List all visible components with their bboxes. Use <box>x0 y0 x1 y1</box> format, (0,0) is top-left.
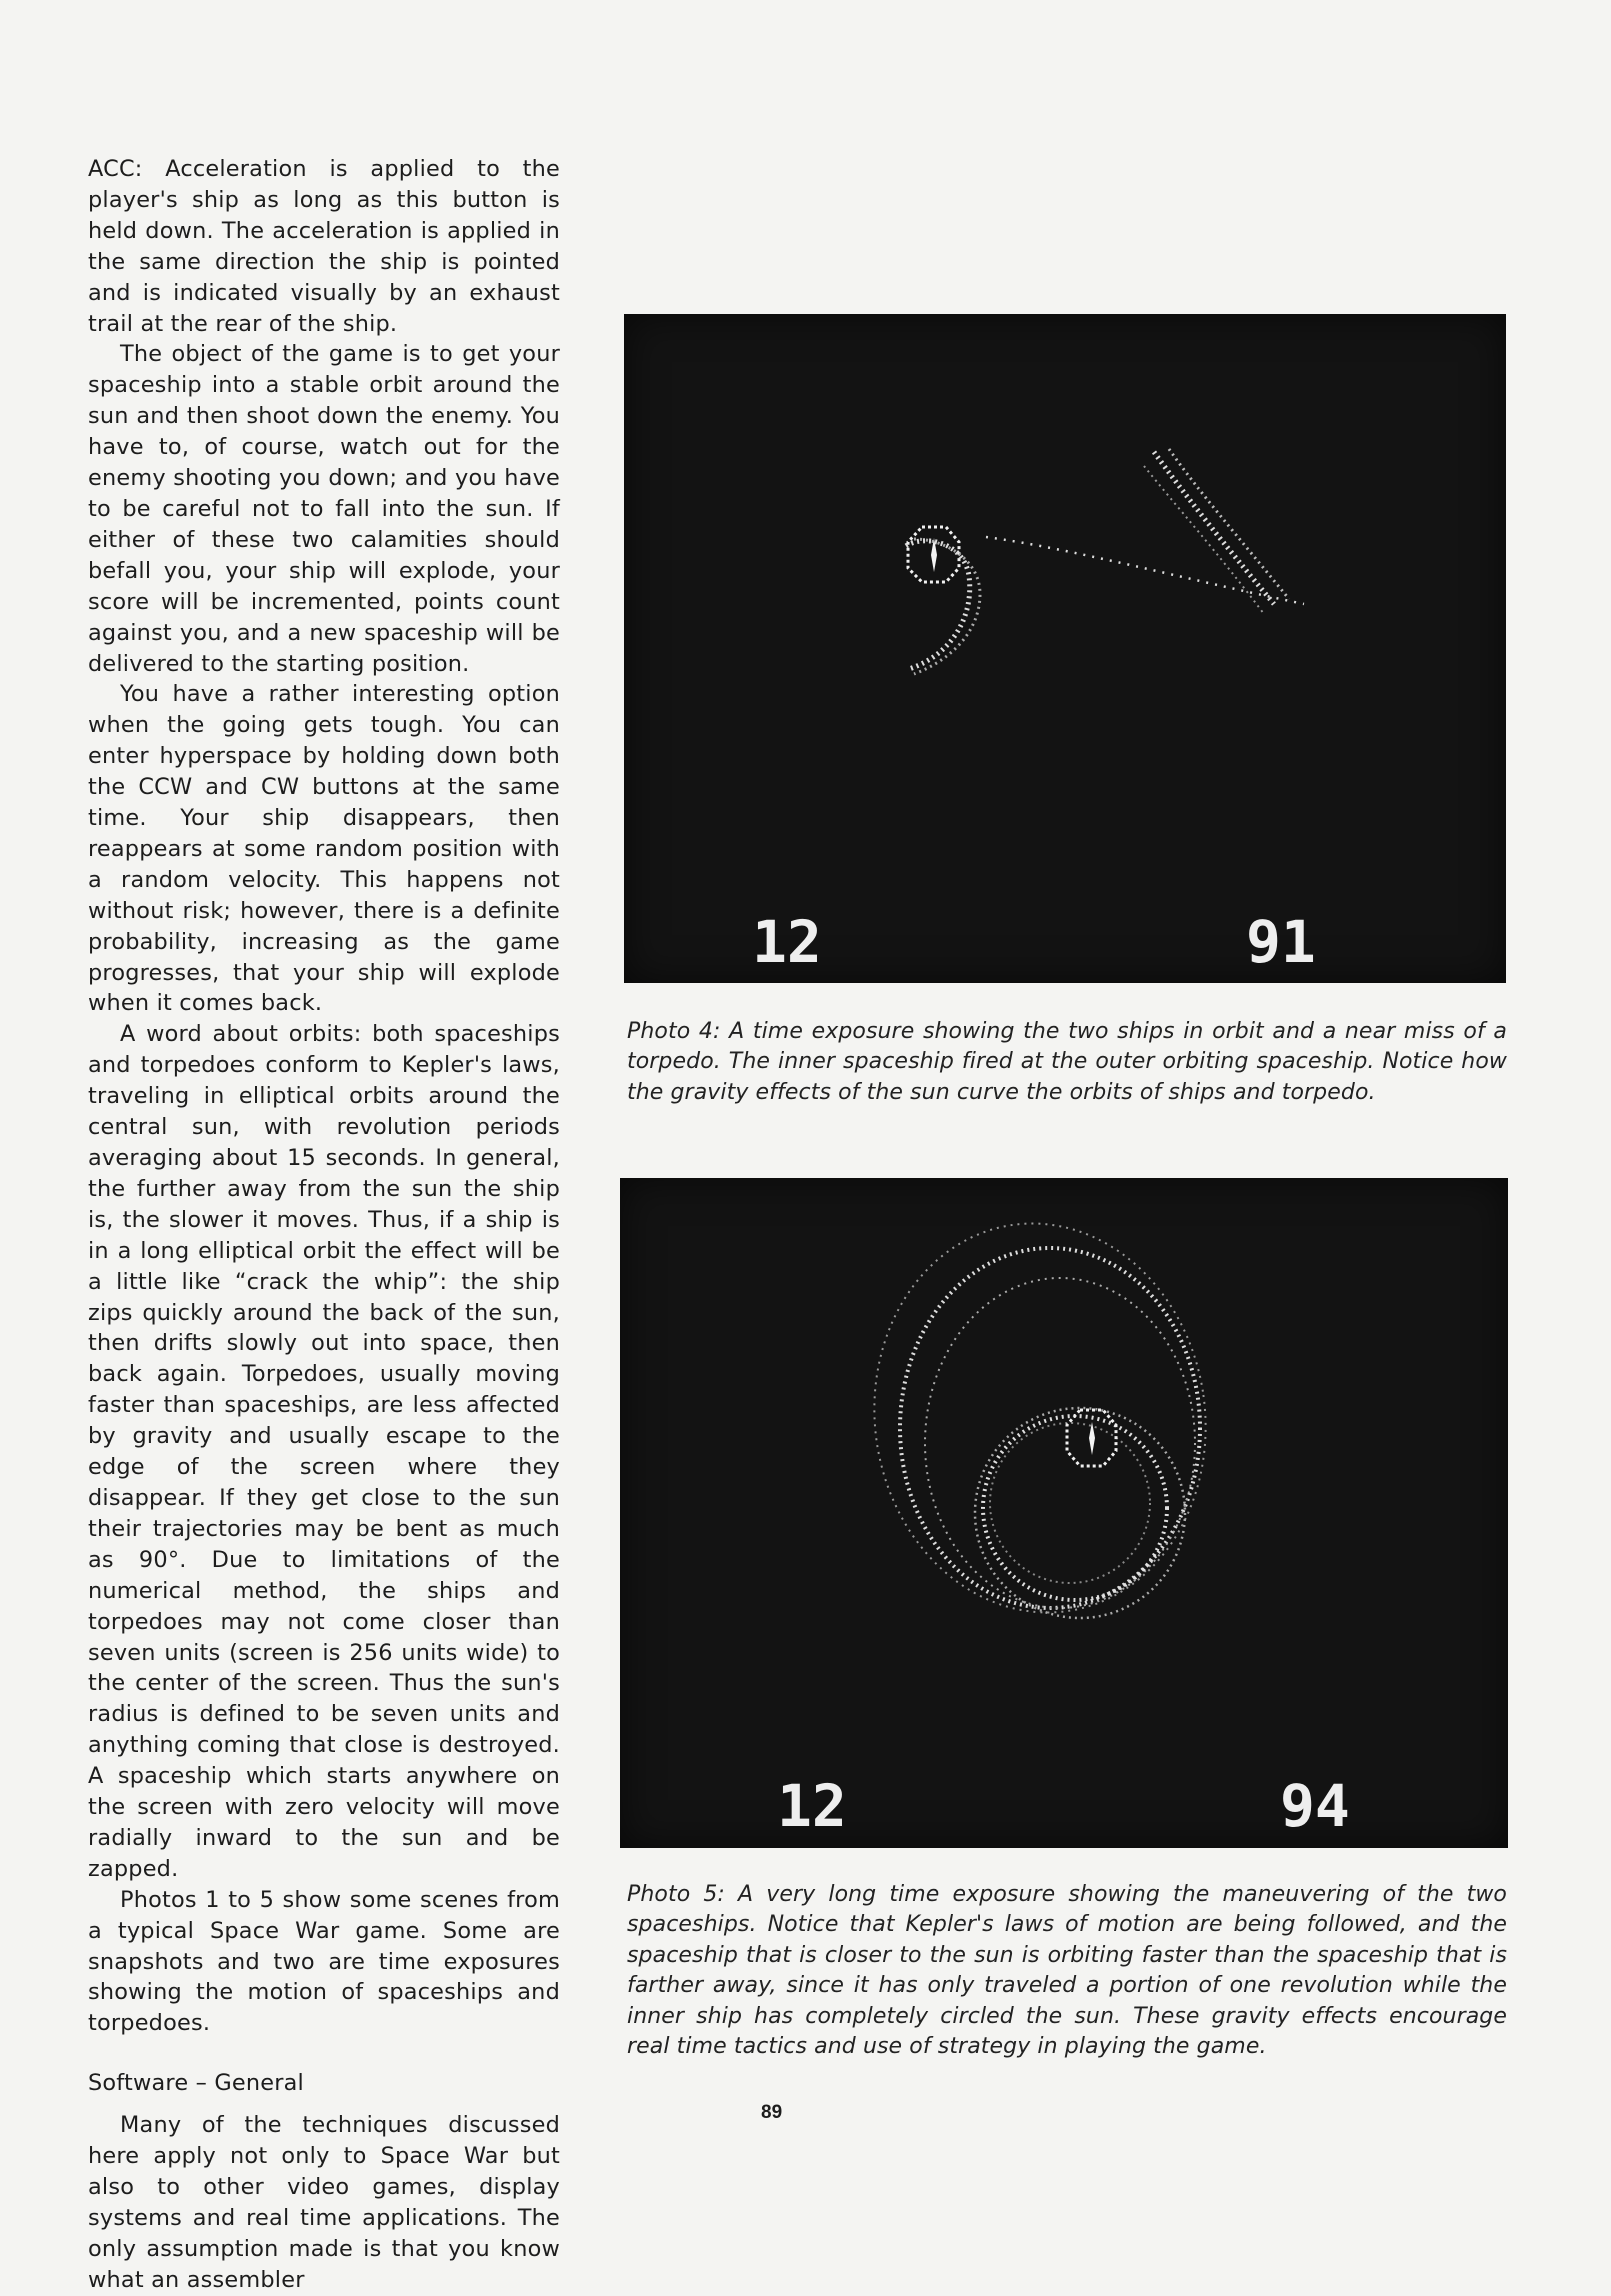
score-left: 12 <box>752 908 822 976</box>
section-heading: Software – General <box>88 2070 304 2097</box>
photo-4-space-war-screen <box>624 314 1506 983</box>
score-right: 91 <box>1246 908 1316 976</box>
photo-4-image <box>624 314 1506 983</box>
paragraph-acc: ACC: Acceleration is applied to the player's ship as long as this button is held down. The acceleration is applied in the same direction the ship is pointed and is indicated visually by an exhaust trail at the rear of the ship. <box>88 156 560 337</box>
photo-5-space-war-screen <box>620 1178 1508 1848</box>
photo-4-caption: Photo 4: A time exposure showing the two ships in orbit and a near miss of a torpedo. The inner spaceship fired at the outer orbiting spaceship. Notice how the gravity effects of the sun curve the orbits of ships and torpedo. <box>627 1019 1507 1105</box>
paragraph-orbits: A word about orbits: both spaceships and torpedoes conform to Kepler's laws, traveling in elliptical orbits around the central sun, with revolution periods averaging about 15 seconds. In general, the further away from the sun the ship is, the slower it moves. Thus, if a ship is in a long elliptical orbit the effect will be a little like “crack the whip”: the ship zips quickly around the back of the sun, then drifts slowly out into space, then back again. Torpedoes, usually moving faster than spaceships, are less affected by gravity and usually escape to the edge of the screen where they disappear. If they get close to the sun their trajectories may be bent as much as 90°. Due to limitations of the numerical method, the ships and torpedoes may not come closer than seven units (screen is 256 units wide) to the center of the screen. Thus the sun's radius is defined to be seven units and anything coming that close is destroyed. A spaceship which starts anywhere on the screen with zero velocity will move radially inward to the sun and be zapped. <box>88 1021 560 1882</box>
paragraph-object: The object of the game is to get your spaceship into a stable orbit around the sun and then shoot down the enemy. You have to, of course, watch out for the enemy shooting you down; and you have to be careful not to fall into the sun. If either of these two calamities should befall you, your ship will explode, your score will be incremented, points count against you, and a new spaceship will be delivered to the starting position. <box>88 341 560 677</box>
score-right: 94 <box>1280 1772 1350 1840</box>
page-number: 89 <box>761 2102 783 2123</box>
paragraph-hyperspace: You have a rather interesting option when the going gets tough. You can enter hyperspace by holding down both the CCW and CW buttons at the same time. Your ship disappears, then reappears at some random position with a random velocity. This happens not without risk; however, there is a definite probability, increasing as the game progresses, that your ship will explode when it comes back. <box>88 681 560 1017</box>
score-left: 12 <box>777 1772 847 1840</box>
left-column-text <box>88 154 560 2296</box>
photo-5-caption: Photo 5: A very long time exposure showing the maneuvering of the two spaceships. Notice that Kepler's laws of motion are being followed, and the spaceship that is closer to the sun is orbiting faster than the spaceship that is farther away, since it has only traveled a portion of one revolution while the inner ship has completely circled the sun. These gravity effects encourage real time tactics and use of strategy in playing the game. <box>627 1882 1507 2060</box>
photo-5-image <box>620 1178 1508 1848</box>
paragraph-software: Many of the techniques discussed here apply not only to Space War but also to other video games, display systems and real time applications. The only assumption made is that you know what an assembler <box>88 2112 560 2293</box>
paragraph-photos: Photos 1 to 5 show some scenes from a typical Space War game. Some are snapshots and two are time exposures showing the motion of spaceships and torpedoes. <box>88 1886 560 2037</box>
